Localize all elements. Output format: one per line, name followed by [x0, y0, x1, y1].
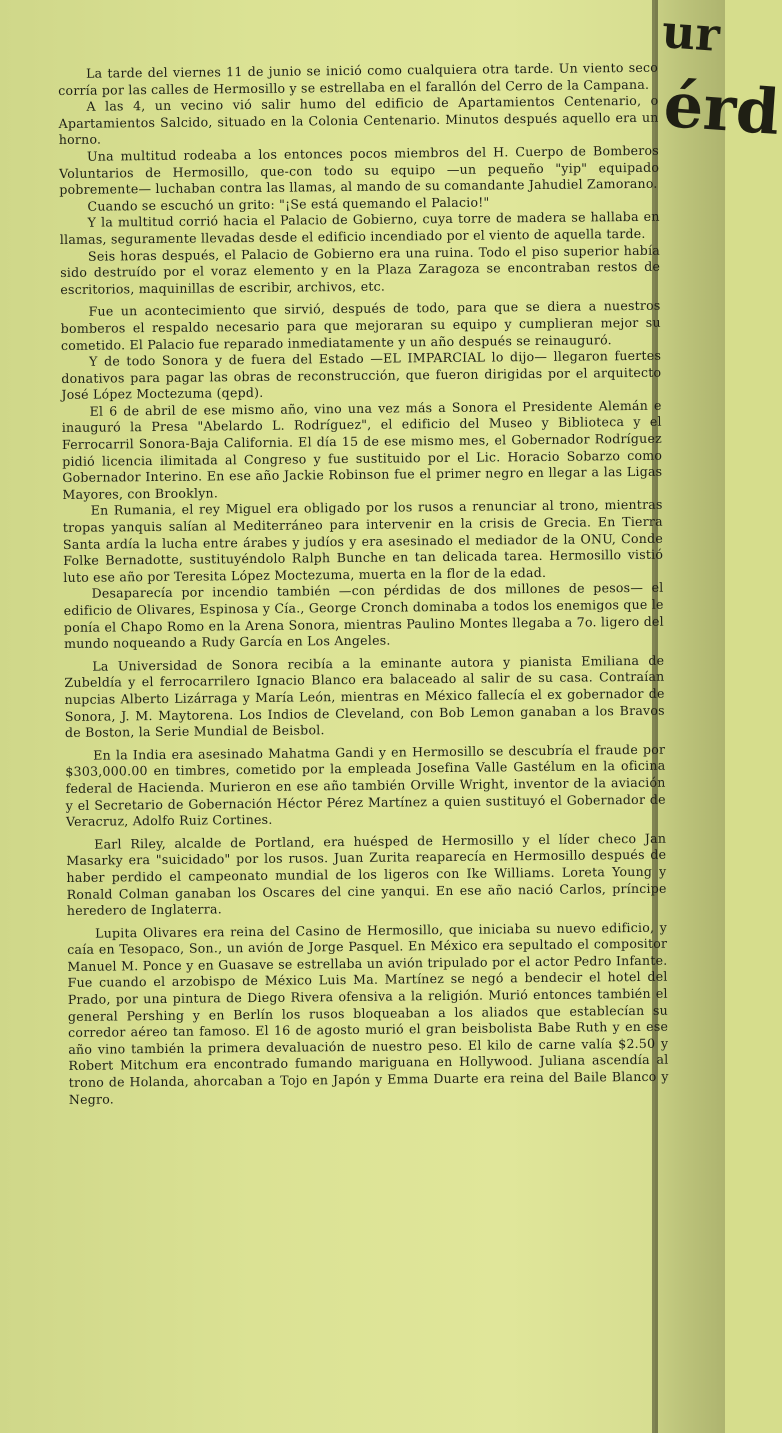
paragraph: Earl Riley, alcalde de Portland, era huésped de Hermosillo y el líder checo Jan Masarky era "suicidado" por los rusos. Juan Zurita reaparecía en Hermosillo después de haber perdido el campeonato mundial de los ligeros con Ike Williams. Loreta Young y Ronald Colman ganaban los Oscares del cine yanqui. En ese año nació Carlos, príncipe heredero de Inglaterra. — [66, 830, 667, 919]
paragraph: Desaparecía por incendio también —con pérdidas de dos millones de pesos— el edificio de Olivares, Espinosa y Cía., George Cronch dominaba a todos los enemigos que le ponía el Chapo Romo en la Arena Sonora, mientras Paulino Montes llegaba a 7o. ligero del mundo noqueando a Rudy García en Los Angeles. — [63, 580, 664, 652]
adjacent-headline-fragment-top: ur — [660, 4, 722, 62]
paragraph: Fue un acontecimiento que sirvió, después de todo, para que se diera a nuestros bomberos el respaldo necesario para que mejoraran su equipo y cumplieran mejor su cometido. El Palacio fue reparado inmediatamente y un año después se reinauguró. — [60, 298, 661, 353]
paragraph: Seis horas después, el Palacio de Gobierno era una ruina. Todo el piso superior había sido destruído por el voraz elemento y en la Plaza Zaragoza se encontraban restos de escritorios, maquinillas de escribir, archivos, etc. — [60, 242, 661, 297]
paragraph: A las 4, un vecino vió salir humo del edificio de Apartamientos Centenario, o Apartamientos Salcido, situado en la Colonia Centenario. Minutos después aquello era un horno. — [58, 92, 659, 148]
paragraph: Y de todo Sonora y de fuera del Estado —EL IMPARCIAL lo dijo— llegaron fuertes donativos para pagar las obras de reconstrucción, que fueron dirigidas por el arquitecto José López Moctezuma (qepd). — [61, 347, 662, 403]
article-body — [58, 60, 669, 1108]
paragraph: El 6 de abril de ese mismo año, vino una vez más a Sonora el Presidente Alemán e inauguró la Presa "Abelardo L. Rodríguez", el edificio del Museo y Biblioteca y el Ferrocarril Sonora-Baja California. El día 15 de ese mismo mes, el Gobernador Rodríguez pidió licencia ilimitada al Congreso y fue sustituido por el Lic. Horacio Sobarzo como Gobernador Interino. En ese año Jackie Robinson fue el primer negro en llegar a las Ligas Mayores, con Brooklyn. — [61, 397, 663, 502]
adjacent-page-edge — [655, 0, 725, 1433]
adjacent-headline-fragment-bottom: érd — [661, 68, 782, 149]
paragraph: Lupita Olivares era reina del Casino de Hermosillo, que iniciaba su nuevo edificio, y caía en Tesopaco, Son., un avión de Jorge Pasquel. En México era sepultado el compositor Manuel M. Ponce y en Guasave se estrellaba un avión tripulado por el actor Pedro Infante. Fue cuando el arzobispo de México Luis Ma. Martínez se negó a bendecir el hotel del Prado, por una pintura de Diego Rivera ofensiva a la religión. Murió entonces también el general Pershing y en Berlín los rusos bloqueaban a los aliados que establecían su corredor aéreo tan famoso. El 16 de agosto murió el gran beisbolista Babe Ruth y en ese año vino también la primera devaluación de nuestro peso. El kilo de carne valía $2.50 y Robert Mitchum era encontrado fumando mariguana en Hollywood. Juliana ascendía al trono de Holanda, ahorcaban a Tojo en Japón y Emma Duarte era reina del Baile Blanco y Negro. — [67, 919, 669, 1107]
paragraph: En Rumania, el rey Miguel era obligado por los rusos a renunciar al trono, mientras tropas yanquis salían al Mediterráneo para intervenir en la crisis de Grecia. En Tierra Santa ardía la lucha entre árabes y judíos y era asesinado el mediador de la ONU, Conde Folke Bernadotte, sustituyéndolo Ralph Bunche en tan delicada tarea. Hermosillo vistió luto ese año por Teresita López Moctezuma, muerta en la flor de la edad. — [62, 497, 664, 585]
paragraph: Y la multitud corrió hacia el Palacio de Gobierno, cuya torre de madera se hallaba en llamas, seguramente llevadas desde el edificio incendiado por el viento de aquella tarde. — [59, 209, 660, 247]
paragraph: La tarde del viernes 11 de junio se inició como cualquiera otra tarde. Un viento seco corría por las calles de Hermosillo y se estrellaba en el farallón del Cerro de la Campana. — [58, 59, 659, 98]
paragraph: Cuando se escuchó un grito: "¡Se está quemando el Palacio!" — [87, 194, 490, 214]
paragraph: En la India era asesinado Mahatma Gandi y en Hermosillo se descubría el fraude por $303,000.00 en timbres, cometido por la empleada Josefina Valle Gastélum en la oficina federal de Hacienda. Murieron en ese año también Orville Wright, inventor de la aviación y el Secretario de Gobernación Héctor Pérez Martínez a quien sustituyó el Gobernador de Veracruz, Adolfo Ruiz Cortines. — [65, 741, 666, 830]
paragraph: Una multitud rodeaba a los entonces pocos miembros del H. Cuerpo de Bomberos Voluntarios de Hermosillo, que-con todo su equipo —un pequeño "yip" equipado pobremente— luchaban contra las llamas, al mando de su comandante Jahudiel Zamorano. — [59, 142, 660, 198]
paragraph: La Universidad de Sonora recibía a la eminante autora y pianista Emiliana de Zubeldía y el ferrocarrilero Ignacio Blanco era balaceado al salir de su casa. Contraían nupcias Alberto Lizárraga y María León, mientras en México fallecía el ex gobernador de Sonora, J. M. Maytorena. Los Indios de Cleveland, con Bob Lemon ganaban a los Bravos de Boston, la Serie Mundial de Beisbol. — [64, 652, 665, 741]
